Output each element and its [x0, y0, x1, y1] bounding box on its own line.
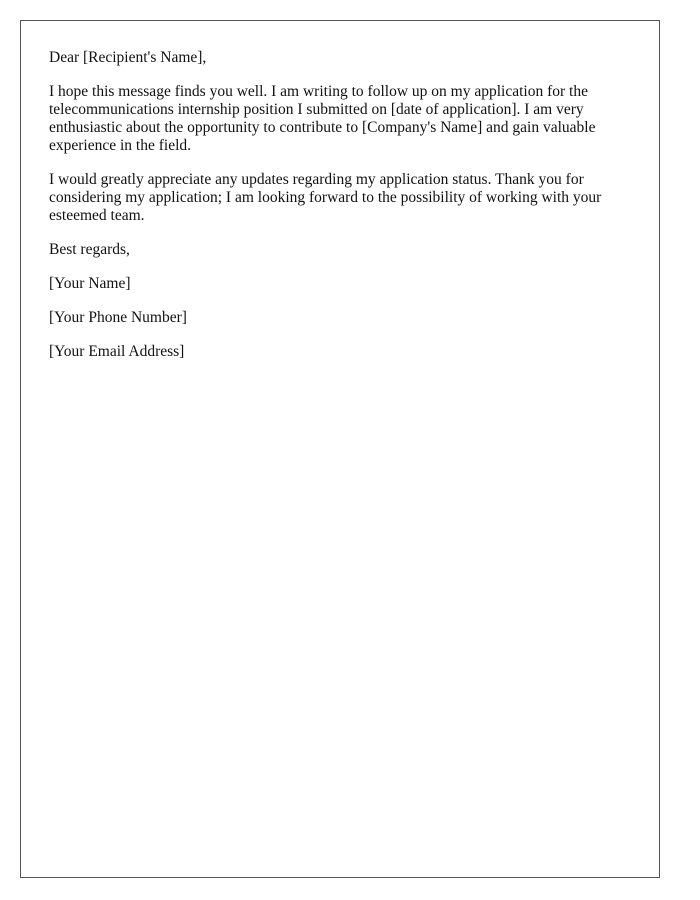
body-paragraph-2: I would greatly appreciate any updates regarding my application status. Thank you for considering my application; I am looking forward to the possibility of working with your esteemed team.	[49, 171, 602, 224]
body-paragraph-1: I hope this message finds you well. I am writing to follow up on my application for the telecommunications internship position I submitted on [date of application]. I am very enthusiastic about the opportunity to contribute to [Company's Name] and gain valuable experience in the field.	[49, 83, 596, 154]
salutation: Dear [Recipient's Name],	[49, 49, 207, 66]
signature-email: [Your Email Address]	[49, 343, 185, 360]
closing: Best regards,	[49, 241, 130, 258]
signature-name: [Your Name]	[49, 275, 131, 292]
letter-body	[49, 49, 629, 377]
signature-phone: [Your Phone Number]	[49, 309, 187, 326]
letter-page	[20, 20, 660, 878]
